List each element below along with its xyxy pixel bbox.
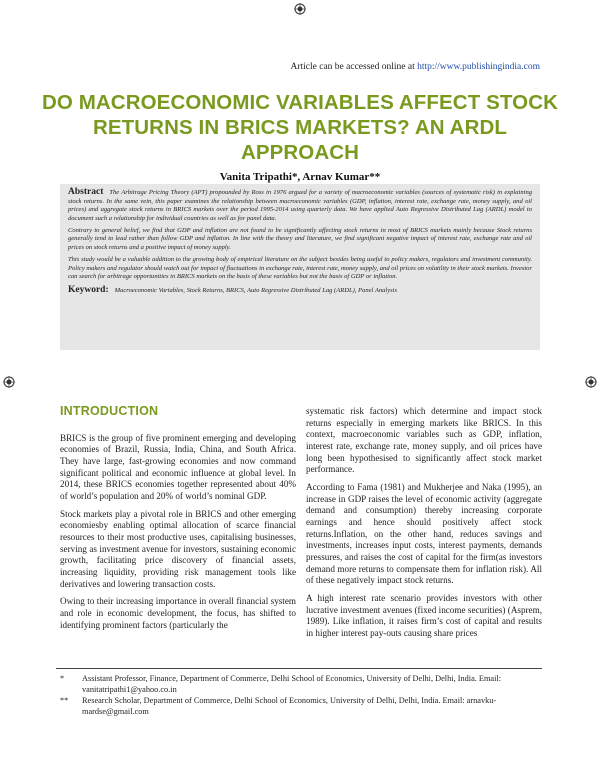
footnote-mark: ** (60, 696, 69, 705)
abstract-paragraph-2: Contrary to general belief, we find that GDP and inflation are not found to be significantly affecting stock returns in most of BRICS markets mainly because Stock returns generally tend to lead rather than follow GDP and inflation. In line with the theory and literature, we find significant negative impact of interest rate, exchange rate and oil prices on stock returns and a positive impact of money supply. (68, 226, 532, 252)
abstract-paragraph-1 (68, 188, 532, 223)
access-note (291, 62, 541, 72)
footnotes (56, 673, 542, 717)
intro-paragraph: Owing to their increasing importance in overall financial system and role in economic development, the focus, has shifted to identifying prominent factors (particularly the (60, 596, 296, 630)
abstract-text-1: The Arbitrage Pricing Theory (APT) propounded by Ross in 1976 argued for a variety of macroeconomic variables (sources of systematic risk) in explaining stock returns. In the same vein, this paper examines the relationship between macroeconomic variables (GDP, inflation, interest rate, exchange rate, money supply, and oil prices) and aggregate stock returns in BRICS markets over the period 1995-2014 using quarterly data. We have applied Auto Regressive Distributed Lag (ARDL) model to document such a relationship for individual countries as well as for panel data. (68, 189, 532, 222)
right-column (306, 406, 542, 645)
abstract-paragraph-3: This study would be a valuable addition to the growing body of empirical literature on the subject besides being useful to policy makers, regulators and investment community. Policy makers and regulator should watch out for impact of fluctuations in exchange rate, interest rate, money supply, and oil prices on volatility in their stock markets. Investor can search for arbitrage opportunities in BRICS markets on the basis of these variables but not the basis of GDP or inflation. (68, 256, 532, 281)
intro-paragraph: A high interest rate scenario provides investors with other lucrative investment avenues (fixed income securities) (Asprem, 1989). Like inflation, it raises firm’s cost of capital and results in higher interest pay-outs causing share prices (306, 592, 542, 638)
keywords-row (68, 285, 532, 295)
registration-mark-top-icon (294, 3, 306, 15)
keyword-label: Keyword: (68, 285, 109, 296)
footnote-mark: * (60, 674, 65, 683)
introduction-heading: INTRODUCTION (60, 404, 159, 418)
footnote-2 (56, 695, 542, 717)
intro-paragraph: Stock markets play a pivotal role in BRICS and other emerging economiesby enabling optimal allocation of scarce financial resources to their most productive uses, capitalising businesses, serving as investment avenue for investors, sustaining economic growth, facilitating price discovery of financial assets, increasing liquidity, providing risk management tools like derivatives and lowering transaction costs. (60, 508, 296, 589)
intro-paragraph: BRICS is the group of five prominent emerging and developing economies of Brazil, Russia, India, China, and South Africa. They have large, fast-growing economies and now command significant political and economic influence at global level. In 2014, these BRICS economies together represented about 40% of world’s population and 20% of world’s nominal GDP. (60, 432, 296, 501)
access-prefix: Article can be accessed online at (290, 62, 415, 72)
keywords-text: Macroeconomic Variables, Stock Returns, BRICS, Auto Regressive Distributed Lag (ARDL), Panel Analysis (114, 287, 398, 295)
footnote-1 (56, 673, 542, 695)
publisher-link[interactable]: http://www.publishingindia.com (417, 62, 540, 72)
abstract-label: Abstract (68, 187, 104, 197)
footnote-divider (56, 668, 542, 669)
registration-mark-left-icon (3, 376, 15, 388)
footnote-text: Assistant Professor, Finance, Department of Commerce, Delhi School of Economics, University of Delhi, Delhi, India. Email: vanitatripathi1@yahoo.co.in (82, 674, 502, 694)
registration-mark-right-icon (585, 376, 597, 388)
intro-paragraph: systematic risk factors) which determine and impact stock returns especially in emerging markets like BRICS. In this context, macroeconomic variables such as GDP, inflation, interest rate, exchange rate, money supply, and oil prices have long been hypothesised to significantly affect stock market performance. (306, 406, 542, 475)
intro-paragraph: According to Fama (1981) and Mukherjee and Naka (1995), an increase in GDP raises the level of economic activity (aggregate demand and consumption) thereby increasing corporate earnings and hence should positively affect stock returns.Inflation, on the other hand, reduces savings and investments, increases input costs, interest payments, demands pressures, and raises the cost of capital for the firm(as investors demand more returns to compensate them for inflation risk). All of these negatively impact stock returns. (306, 481, 542, 586)
article-title: DO MACROECONOMIC VARIABLES AFFECT STOCK RETURNS IN BRICS MARKETS? AN ARDL APPROACH (41, 91, 559, 164)
abstract-box (60, 184, 540, 350)
left-column (60, 406, 296, 637)
authors: Vanita Tripathi*, Arnav Kumar** (219, 171, 381, 183)
footnote-text: Research Scholar, Department of Commerce, Delhi School of Economics, University of Delhi, Delhi, India. Email: arnavku-mardse@gmail.com (82, 696, 497, 716)
